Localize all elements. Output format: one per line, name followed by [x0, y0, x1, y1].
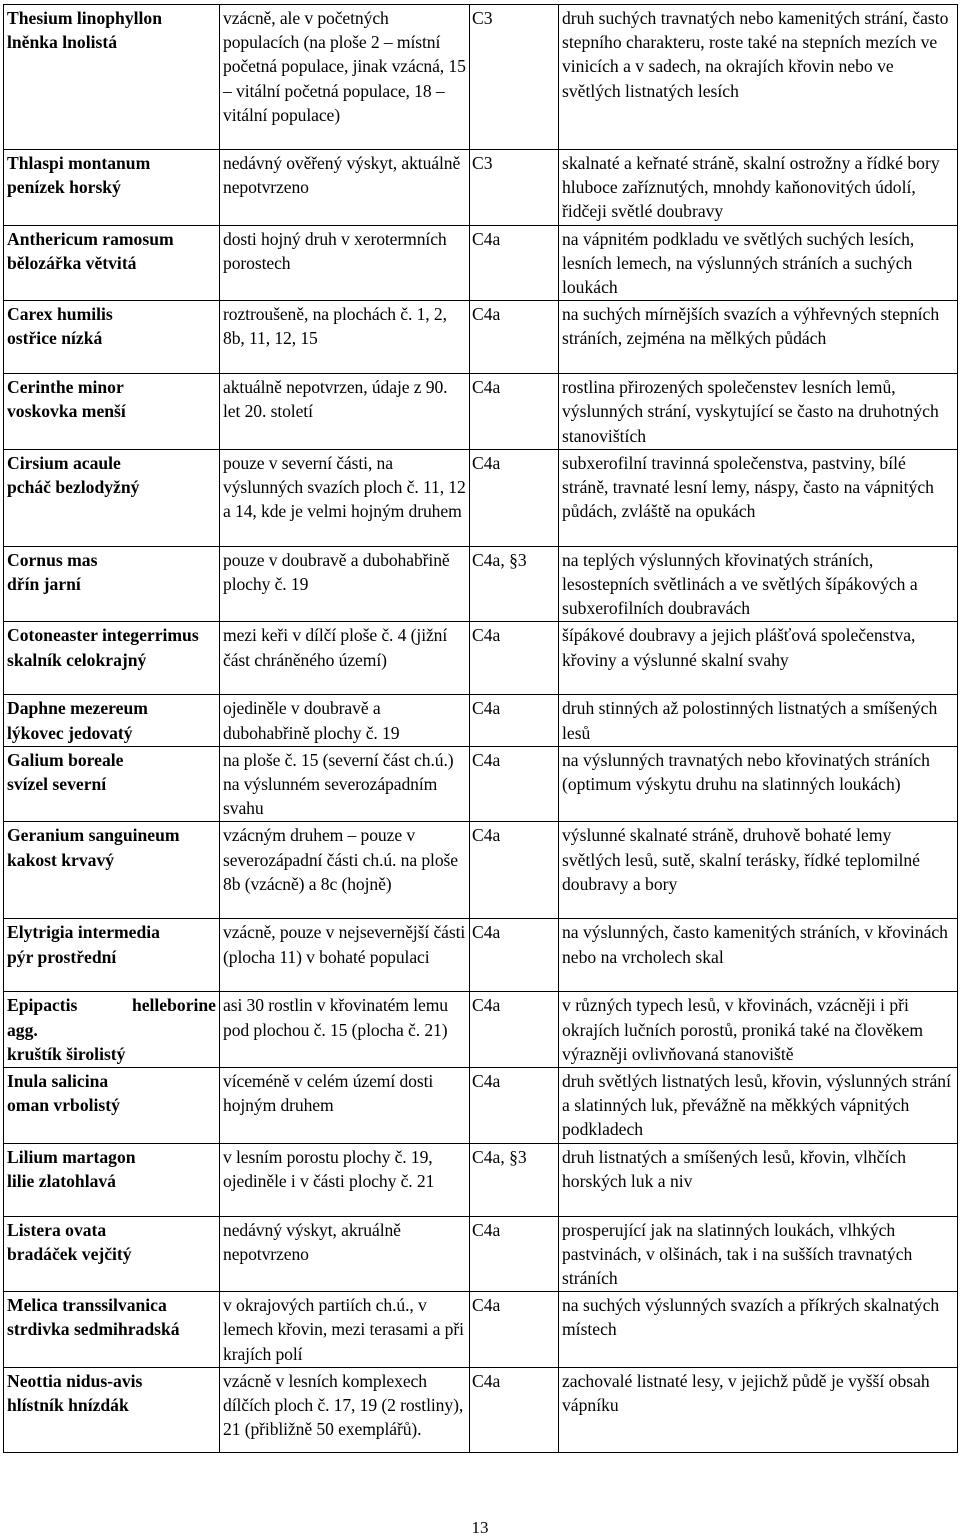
- latin-name: Cornus mas: [7, 549, 98, 570]
- latin-name: Cotoneaster integerrimus: [7, 625, 199, 646]
- category-cell: C4a: [470, 622, 559, 695]
- czech-name: pcháč bezlodyžný: [7, 477, 140, 498]
- category-cell: C4a: [470, 695, 559, 746]
- occurrence-cell: dosti hojný druh v xerotermních porostech: [220, 225, 470, 301]
- latin-name-part: Epipactis: [7, 995, 78, 1016]
- habitat-cell: na vápnitém podkladu ve světlých suchých lesích, lesních lemech, na výslunných stráních a suchých loukách: [559, 225, 958, 301]
- table-row: [4, 622, 958, 695]
- latin-name-part: agg.: [7, 1019, 38, 1040]
- occurrence-cell: vzácným druhem – pouze v severozápadní části ch.ú. na ploše 8b (vzácně) a 8c (hojně): [220, 822, 470, 919]
- category-cell: C4a: [470, 449, 559, 546]
- table-row: [4, 301, 958, 374]
- habitat-cell: na teplých výslunných křovinatých stráních, lesostepních světlinách a ve světlých šípákových a subxerofilních doubravách: [559, 546, 958, 622]
- species-name-cell: [4, 695, 220, 746]
- species-name-cell: [4, 301, 220, 374]
- latin-name: Geranium sanguineum: [7, 825, 180, 846]
- czech-name: voskovka menší: [7, 401, 126, 422]
- habitat-cell: druh stinných až polostinných listnatých a smíšených lesů: [559, 695, 958, 746]
- category-cell: C4a: [470, 919, 559, 992]
- habitat-cell: na výslunných travnatých nebo křovinatých stráních (optimum výskytu druhu na slatinných loukách): [559, 746, 958, 822]
- latin-name: Carex humilis: [7, 304, 113, 325]
- species-name-cell: [4, 992, 220, 1068]
- category-cell: C3: [470, 150, 559, 226]
- czech-name: pýr prostřední: [7, 946, 117, 967]
- occurrence-cell: roztroušeně, na plochách č. 1, 2, 8b, 11, 12, 15: [220, 301, 470, 374]
- category-cell: C4a: [470, 225, 559, 301]
- latin-name: Daphne mezereum: [7, 698, 148, 719]
- habitat-cell: na suchých výslunných svazích a příkrých skalnatých místech: [559, 1292, 958, 1368]
- latin-name-part: helleborine: [131, 995, 216, 1016]
- habitat-cell: prosperující jak na slatinných loukách, vlhkých pastvinách, v olšinách, tak i na sušších travnatých stráních: [559, 1216, 958, 1292]
- czech-name: ostřice nízká: [7, 328, 103, 349]
- czech-name: oman vrbolistý: [7, 1095, 120, 1116]
- habitat-cell: na suchých mírnějších svazích a výhřevných stepních stráních, zejména na mělkých půdách: [559, 301, 958, 374]
- occurrence-cell: na ploše č. 15 (severní část ch.ú.) na výslunném severozápadním svahu: [220, 746, 470, 822]
- species-name-cell: [4, 449, 220, 546]
- table-row: [4, 746, 958, 822]
- czech-name: skalník celokrajný: [7, 649, 147, 670]
- latin-name: Lilium martagon: [7, 1146, 136, 1167]
- category-cell: C4a, §3: [470, 1143, 559, 1216]
- species-table-body: [4, 5, 958, 1453]
- latin-name: Thesium linophyllon: [7, 8, 162, 28]
- category-cell: C4a: [470, 1292, 559, 1368]
- occurrence-cell: vzácně v lesních komplexech dílčích ploch č. 17, 19 (2 rostliny), 21 (přibližně 50 exemplářů).: [220, 1367, 470, 1452]
- species-name-cell: [4, 1367, 220, 1452]
- latin-name: Melica transsilvanica: [7, 1295, 167, 1316]
- category-cell: C4a: [470, 374, 559, 450]
- habitat-cell: druh suchých travnatých nebo kamenitých strání, často stepního charakteru, roste také na stepních mezích ve vinicích a v sadech, na okrajích křovin nebo ve světlých listnatých lesích: [559, 5, 958, 150]
- czech-name: dřín jarní: [7, 574, 81, 595]
- species-name-cell: [4, 225, 220, 301]
- latin-name: Anthericum ramosum: [7, 228, 174, 249]
- occurrence-cell: pouze v severní části, na výslunných svazích ploch č. 11, 12 a 14, kde je velmi hojným druhem: [220, 449, 470, 546]
- czech-name: svízel severní: [7, 774, 107, 795]
- species-name-cell: [4, 1216, 220, 1292]
- species-name-cell: [4, 1143, 220, 1216]
- latin-name: Thlaspi montanum: [7, 153, 151, 173]
- table-row: [4, 919, 958, 992]
- species-name-cell: [4, 746, 220, 822]
- occurrence-cell: ojediněle v doubravě a dubohabřině plochy č. 19: [220, 695, 470, 746]
- habitat-cell: subxerofilní travinná společenstva, pastviny, bílé stráně, travnaté lesní lemy, náspy, často na vápnitých půdách, zvláště na opukách: [559, 449, 958, 546]
- category-cell: C4a: [470, 992, 559, 1068]
- latin-name: Neottia nidus-avis: [7, 1370, 143, 1391]
- category-cell: C4a: [470, 822, 559, 919]
- habitat-cell: druh listnatých a smíšených lesů, křovin, vlhčích horských luk a niv: [559, 1143, 958, 1216]
- latin-name: [7, 993, 216, 1017]
- species-name-cell: [4, 622, 220, 695]
- occurrence-cell: mezi keři v dílčí ploše č. 4 (jižní část chráněného území): [220, 622, 470, 695]
- table-row: [4, 992, 958, 1068]
- habitat-cell: druh světlých listnatých lesů, křovin, výslunných strání a slatinných luk, převážně na měkkých vápnitých podkladech: [559, 1068, 958, 1144]
- category-cell: C4a: [470, 301, 559, 374]
- habitat-cell: rostlina přirozených společenstev lesních lemů, výslunných strání, vyskytující se často na druhotných stanovištích: [559, 374, 958, 450]
- czech-name: lilie zlatohlavá: [7, 1170, 116, 1191]
- occurrence-cell: v lesním porostu plochy č. 19, ojediněle i v části plochy č. 21: [220, 1143, 470, 1216]
- category-cell: C4a, §3: [470, 546, 559, 622]
- table-row: [4, 822, 958, 919]
- czech-name: bělozářka větvitá: [7, 252, 137, 273]
- table-row: [4, 1068, 958, 1144]
- occurrence-cell: nedávný ověřený výskyt, aktuálně nepotvrzeno: [220, 150, 470, 226]
- latin-name: Listera ovata: [7, 1219, 107, 1240]
- latin-name: Cirsium acaule: [7, 452, 121, 473]
- occurrence-cell: nedávný výskyt, akruálně nepotvrzeno: [220, 1216, 470, 1292]
- czech-name: penízek horský: [7, 177, 121, 198]
- czech-name: lněnka lnolistá: [7, 32, 117, 53]
- category-cell: C3: [470, 5, 559, 150]
- czech-name: bradáček vejčitý: [7, 1243, 132, 1264]
- habitat-cell: skalnaté a keřnaté stráně, skalní ostrožny a řídké bory hluboce zaříznutých, mnohdy kaňonovitých údolí, řidčeji světlé doubravy: [559, 150, 958, 226]
- czech-name: hlístník hnízdák: [7, 1395, 129, 1416]
- table-row: [4, 1216, 958, 1292]
- czech-name: kruštík širolistý: [7, 1043, 126, 1064]
- table-row: [4, 546, 958, 622]
- table-row: [4, 150, 958, 226]
- table-row: [4, 695, 958, 746]
- table-row: [4, 225, 958, 301]
- czech-name: strdivka sedmihradská: [7, 1319, 180, 1340]
- species-name-cell: [4, 5, 220, 150]
- habitat-cell: v různých typech lesů, v křovinách, vzácněji i při okrajích lučních porostů, proniká také na člověkem výrazněji ovlivňovaná stanoviště: [559, 992, 958, 1068]
- category-cell: C4a: [470, 746, 559, 822]
- table-row: [4, 1292, 958, 1368]
- page-number: 13: [471, 1518, 489, 1537]
- table-row: [4, 449, 958, 546]
- habitat-cell: šípákové doubravy a jejich plášťová společenstva, křoviny a výslunné skalní svahy: [559, 622, 958, 695]
- czech-name: lýkovec jedovatý: [7, 722, 133, 743]
- species-table: [3, 4, 958, 1453]
- species-name-cell: [4, 1292, 220, 1368]
- species-name-cell: [4, 150, 220, 226]
- occurrence-cell: pouze v doubravě a dubohabřině plochy č. 19: [220, 546, 470, 622]
- species-name-cell: [4, 546, 220, 622]
- latin-name: Elytrigia intermedia: [7, 922, 160, 943]
- occurrence-cell: aktuálně nepotvrzen, údaje z 90. let 20. století: [220, 374, 470, 450]
- habitat-cell: výslunné skalnaté stráně, druhově bohaté lemy světlých lesů, sutě, skalní terásky, řídké teplomilné doubravy a bory: [559, 822, 958, 919]
- species-name-cell: [4, 919, 220, 992]
- category-cell: C4a: [470, 1216, 559, 1292]
- latin-name: Galium boreale: [7, 749, 124, 770]
- latin-name: Inula salicina: [7, 1071, 109, 1092]
- table-row: [4, 1367, 958, 1452]
- latin-name: Cerinthe minor: [7, 377, 124, 398]
- occurrence-cell: vzácně, ale v početných populacích (na ploše 2 – místní početná populace, jinak vzácná, 15 – vitální početná populace, 18 – vitální populace): [220, 5, 470, 150]
- czech-name: kakost krvavý: [7, 849, 115, 870]
- category-cell: C4a: [470, 1367, 559, 1452]
- species-name-cell: [4, 374, 220, 450]
- habitat-cell: na výslunných, často kamenitých stráních, v křovinách nebo na vrcholech skal: [559, 919, 958, 992]
- occurrence-cell: vzácně, pouze v nejsevernější části (plocha 11) v bohaté populaci: [220, 919, 470, 992]
- table-row: [4, 5, 958, 150]
- occurrence-cell: asi 30 rostlin v křovinatém lemu pod plochou č. 15 (plocha č. 21): [220, 992, 470, 1068]
- species-name-cell: [4, 822, 220, 919]
- species-name-cell: [4, 1068, 220, 1144]
- table-row: [4, 1143, 958, 1216]
- habitat-cell: zachovalé listnaté lesy, v jejichž půdě je vyšší obsah vápníku: [559, 1367, 958, 1452]
- category-cell: C4a: [470, 1068, 559, 1144]
- occurrence-cell: víceméně v celém území dosti hojným druhem: [220, 1068, 470, 1144]
- table-row: [4, 374, 958, 450]
- occurrence-cell: v okrajových partiích ch.ú., v lemech křovin, mezi terasami a při krajích polí: [220, 1292, 470, 1368]
